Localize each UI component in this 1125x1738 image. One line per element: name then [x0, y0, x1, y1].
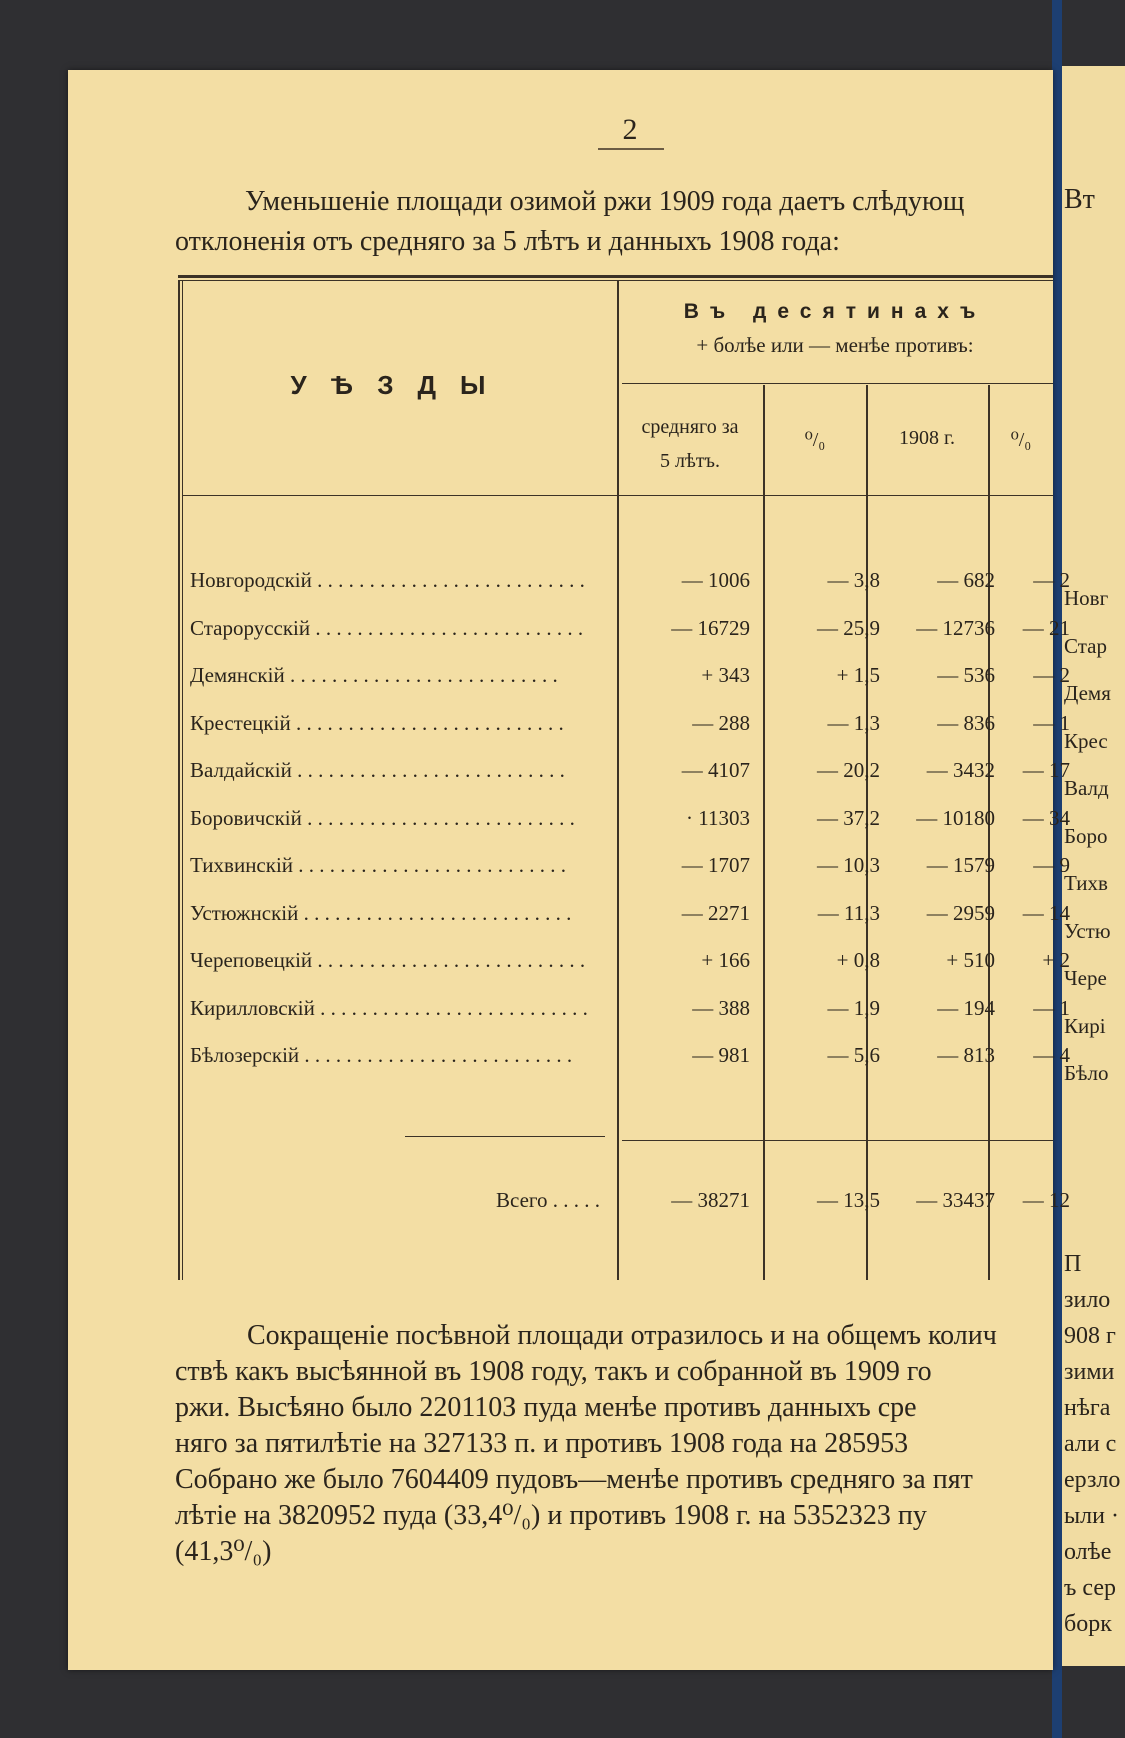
- group-header-title: Въ десятинахъ: [683, 300, 987, 323]
- adjacent-text-fragment: зило: [1064, 1287, 1111, 1313]
- adjacent-text-fragment: 908 г: [1064, 1323, 1116, 1349]
- diff-vs-1908: + 510: [946, 948, 995, 972]
- adjacent-text-fragment: али с: [1064, 1431, 1117, 1457]
- district-name: Череповецкій . . .: [190, 948, 610, 973]
- total-pct2: — 12: [1022, 1188, 1070, 1212]
- avg-header-line: средняго за: [641, 416, 739, 438]
- total-rule: [622, 1140, 1053, 1141]
- table-row: [190, 948, 1070, 988]
- adjacent-district-fragment: Кирі: [1064, 1013, 1106, 1038]
- pct-vs-1908: — 14: [1022, 900, 1070, 925]
- adjacent-text-fragment: нѣга: [1064, 1395, 1111, 1421]
- pct-vs-avg: + 0,8: [836, 948, 880, 972]
- diff-vs-avg: — 4107: [681, 758, 750, 782]
- adjacent-district-fragment: Стар: [1064, 633, 1107, 658]
- table-left-border-inner: [182, 280, 183, 1280]
- diff-vs-avg: — 2271: [681, 900, 750, 925]
- diff-vs-avg: — 288: [692, 710, 750, 735]
- total-label: Всего . . . . .: [496, 1188, 600, 1212]
- pct-vs-1908: — 4: [1033, 1043, 1070, 1067]
- diff-vs-1908: — 536: [937, 663, 995, 687]
- diff-vs-avg: — 981: [692, 1043, 750, 1067]
- diff-vs-1908: — 1579: [926, 853, 995, 877]
- table-left-border: [178, 280, 180, 1280]
- diff-vs-avg: — 388: [692, 995, 750, 1020]
- closing-paragraph: [175, 1318, 1065, 1570]
- adjacent-district-fragment: Новг: [1064, 586, 1109, 610]
- pct-vs-1908: + 2: [1042, 948, 1070, 972]
- table-row: [190, 758, 1070, 798]
- adjacent-district-fragment: Валд: [1064, 776, 1109, 800]
- table-row: [190, 900, 1070, 941]
- pct-vs-1908: — 2: [1033, 568, 1070, 592]
- adjacent-text-fragment: борк: [1064, 1611, 1112, 1637]
- diff-vs-avg: · 11303: [686, 805, 750, 830]
- pct-vs-1908: — 2: [1033, 663, 1070, 687]
- page-number-ornament: [598, 148, 664, 150]
- pct-column-header: ⁰/₀: [1010, 429, 1032, 451]
- adjacent-district-fragment: Крес: [1064, 728, 1108, 753]
- group-header-subtitle: + болѣе или — менѣе противъ:: [696, 333, 974, 357]
- district-name: Бѣлозерскій . . .: [190, 1043, 610, 1068]
- pct-vs-avg: — 1,3: [827, 710, 880, 735]
- diff-vs-1908: — 10180: [916, 805, 995, 830]
- pct-vs-1908: — 9: [1033, 853, 1070, 877]
- pct-vs-avg: — 11,3: [817, 900, 880, 925]
- table-row: [190, 710, 1070, 751]
- avg-column-header: [620, 410, 760, 478]
- adjacent-district-fragment: Устю: [1064, 918, 1111, 943]
- group-header-rule: [622, 383, 1053, 384]
- closing-line: (41,3⁰/₀): [175, 1536, 272, 1567]
- pct-vs-avg: — 10,3: [817, 853, 880, 877]
- district-name: Устюжнскій . . .: [190, 901, 610, 926]
- table-row: [190, 568, 1070, 608]
- adjacent-district-fragment: Бѣло: [1064, 1061, 1109, 1085]
- adjacent-text-fragment: олѣе: [1064, 1539, 1112, 1565]
- pct-vs-avg: + 1,5: [836, 663, 880, 687]
- pct-vs-avg: — 37,2: [817, 805, 880, 830]
- intro-line: отклоненія отъ средняго за 5 лѣтъ и данныхъ 1908 года:: [175, 226, 840, 257]
- diff-vs-1908: — 2959: [926, 900, 995, 925]
- adjacent-text-fragment: ъ сер: [1064, 1575, 1117, 1601]
- diff-vs-avg: — 1006: [681, 568, 750, 592]
- diff-vs-1908: — 836: [937, 710, 995, 735]
- district-name: Демянскій . . .: [190, 663, 610, 688]
- total-1908: — 33437: [916, 1188, 995, 1212]
- pct-vs-avg: — 5,6: [827, 1043, 880, 1067]
- table-row: [190, 663, 1070, 703]
- pct-vs-avg: — 20,2: [817, 758, 880, 782]
- table-row: [190, 805, 1070, 846]
- district-name: Новгородскій . . .: [190, 568, 610, 593]
- pct-vs-avg: — 25,9: [817, 615, 880, 640]
- avg-header-line: 5 лѣтъ.: [660, 450, 720, 472]
- intro-paragraph: [175, 182, 1065, 262]
- district-name: Старорусскій . . .: [190, 616, 610, 641]
- diff-vs-1908: — 682: [937, 568, 995, 592]
- diff-vs-avg: + 343: [701, 663, 750, 687]
- adjacent-district-fragment: Чере: [1064, 966, 1107, 990]
- intro-line: Уменьшеніе площади озимой ржи 1909 года даетъ слѣдующ: [245, 186, 965, 217]
- total-pct1: — 13,5: [817, 1188, 880, 1212]
- diff-vs-1908: — 3432: [926, 758, 995, 782]
- table-row: [190, 1043, 1070, 1083]
- table-top-rule-thin: [178, 280, 1053, 281]
- adjacent-district-fragment: Боро: [1064, 823, 1108, 848]
- adjacent-text-fragment: П: [1064, 1251, 1082, 1277]
- closing-line: ствѣ какъ высѣянной въ 1908 году, такъ и собранной въ 1909 го: [175, 1356, 932, 1387]
- closing-line: Сокращеніе посѣвной площади отразилось и на общемъ колич: [247, 1320, 997, 1351]
- district-name: Валдайскій . . .: [190, 758, 610, 783]
- page-number: 2: [622, 113, 638, 146]
- table-total-row: [190, 1188, 1070, 1228]
- pct-vs-1908: — 1: [1033, 710, 1070, 735]
- pct-vs-avg: — 3,8: [827, 568, 880, 592]
- closing-line: ржи. Высѣяно было 220110З пуда менѣе противъ данныхъ сре: [175, 1392, 917, 1423]
- closing-line: лѣтіе на 3820952 пуда (33,4⁰/₀) и противъ 1908 г. на 5352323 пу: [175, 1500, 927, 1531]
- adjacent-district-fragment: Демя: [1064, 681, 1111, 705]
- district-name: Тихвинскій . . .: [190, 853, 610, 878]
- pct-vs-avg: — 1,9: [827, 995, 880, 1020]
- adjacent-district-fragment: Тихв: [1064, 871, 1108, 895]
- diff-vs-1908: — 813: [937, 1043, 995, 1067]
- diff-vs-avg: — 1707: [681, 853, 750, 877]
- adjacent-page-fragment: [1062, 66, 1125, 1666]
- adjacent-text-fragment: ыли ·: [1064, 1503, 1119, 1529]
- header-bottom-rule: [182, 495, 1053, 496]
- diff-vs-1908: — 194: [937, 995, 995, 1020]
- pct-vs-1908: — 1: [1033, 995, 1070, 1020]
- district-column-header: УѢЗДЫ: [290, 370, 510, 400]
- table-row: [190, 995, 1070, 1036]
- diff-vs-avg: + 166: [701, 948, 750, 972]
- adjacent-text-fragment: ерзло: [1064, 1467, 1121, 1493]
- year-1908-column-header: 1908 г.: [899, 427, 955, 449]
- district-name: Кирилловскій . . .: [190, 996, 610, 1021]
- adjacent-heading: Вт: [1064, 184, 1095, 215]
- pct-vs-1908: — 17: [1022, 758, 1070, 782]
- closing-line: Собрано же было 7604409 пудовъ—менѣе противъ средняго за пят: [175, 1464, 973, 1495]
- district-name: Крестецкій . . .: [190, 711, 610, 736]
- diff-vs-avg: — 16729: [671, 615, 750, 640]
- pct-vs-1908: — 21: [1022, 615, 1070, 640]
- adjacent-text-fragment: зими: [1064, 1359, 1115, 1385]
- pct-column-header: ⁰/₀: [804, 429, 826, 451]
- total-avg: — 38271: [671, 1188, 750, 1212]
- diff-vs-1908: — 12736: [916, 615, 995, 640]
- closing-line: няго за пятилѣтіе на 327133 п. и противъ 1908 года на 285953: [175, 1428, 909, 1459]
- total-rule: [405, 1136, 605, 1137]
- pct-vs-1908: — 34: [1022, 805, 1070, 830]
- table-row: [190, 615, 1070, 656]
- table-row: [190, 853, 1070, 893]
- district-name: Боровичскій . . .: [190, 806, 610, 831]
- table-top-rule: [178, 275, 1053, 278]
